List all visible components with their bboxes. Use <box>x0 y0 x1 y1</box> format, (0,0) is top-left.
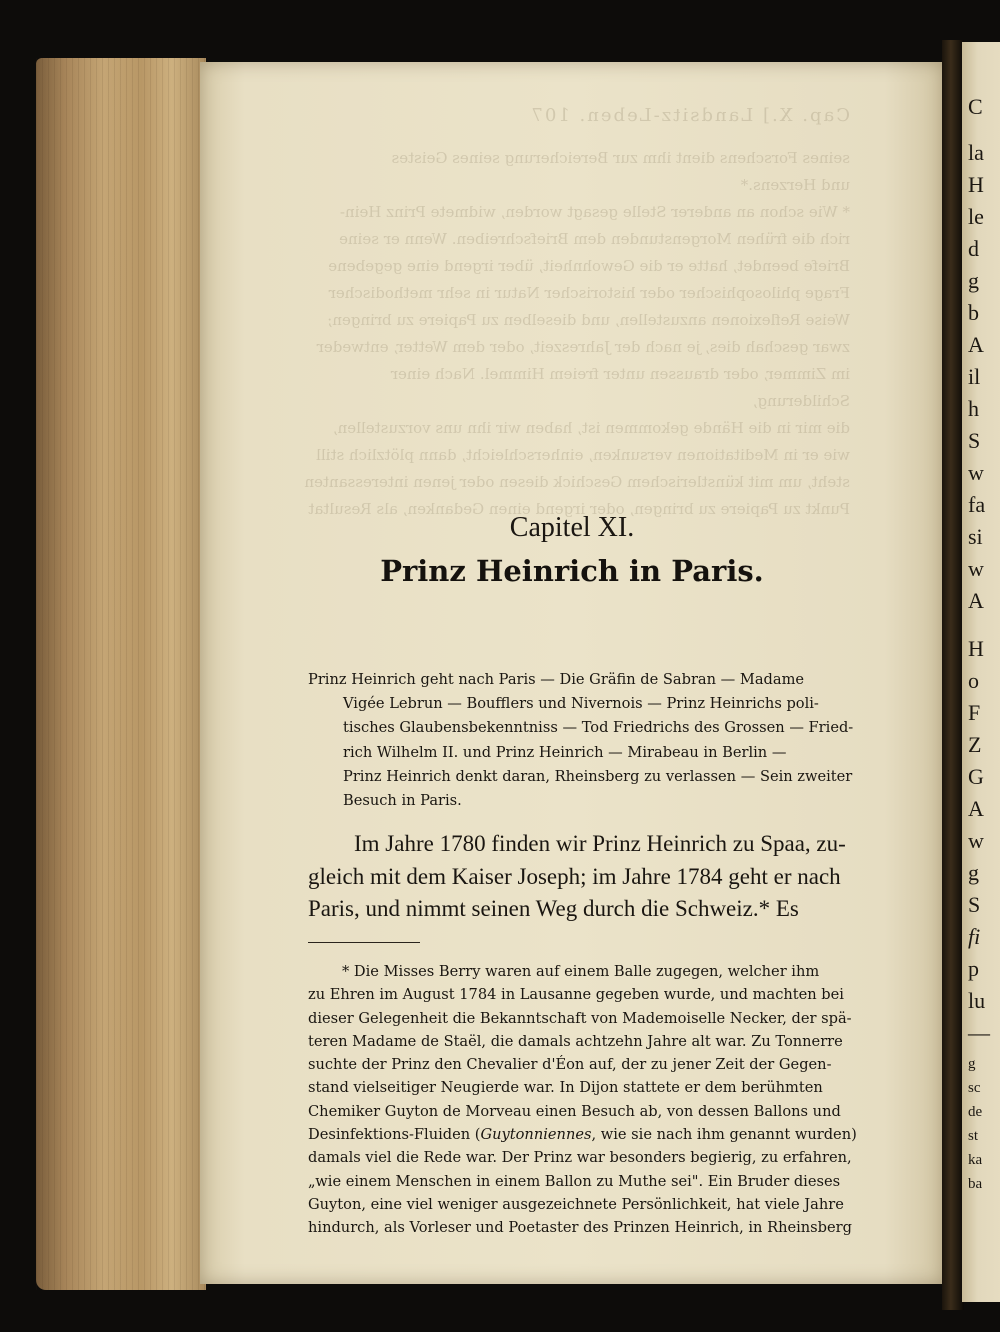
footnote-line: stand vielseitiger Neugierde war. In Dijon stattete er dem berühmten <box>308 1079 823 1097</box>
footnote-line: dieser Gelegenheit die Bekanntschaft von Mademoiselle Necker, der spä- <box>308 1009 852 1027</box>
summary-line: Vigée Lebrun — Boufflers und Nivernois — Prinz Heinrichs poli- <box>343 695 819 713</box>
right-page-letter: g <box>968 1056 976 1072</box>
right-page-letter: w <box>968 556 984 581</box>
summary-line: tisches Glaubensbekenntniss — Tod Friedrichs des Grossen — Fried- <box>343 719 854 737</box>
right-page-letter: le <box>968 204 984 229</box>
footnote-rule <box>308 942 420 943</box>
right-page-letter: il <box>968 364 981 389</box>
book-gutter <box>942 40 964 1310</box>
footnote-line: teren Madame de Staël, die damals achtzehn Jahre alt war. Zu Tonnerre <box>308 1032 843 1050</box>
bleed-through-line: die mir in die Hände gekommen ist, haben wir ihn uns vorzustellen, <box>332 419 850 437</box>
body-paragraph <box>308 828 908 926</box>
right-page-letter: F <box>968 700 981 725</box>
bleed-through-line: im Zimmer, oder draussen unter freiem Himmel. Nach einer Schilderung, <box>390 365 850 410</box>
bleed-through-line: steht, um mit künstlerischem Geschick diesen oder jenen interessanten <box>304 473 850 491</box>
right-page-letter: b <box>968 300 979 325</box>
right-page-letter: A <box>968 588 984 613</box>
right-page-letter: ka <box>968 1152 983 1168</box>
bleed-through-line: Weise Reflexionen anzustellen, und dieselben zu Papiere zu bringen; <box>327 311 850 329</box>
footnote-line: * Die Misses Berry waren auf einem Balle zugegen, welcher ihm <box>342 963 820 980</box>
right-page-letter: d <box>968 236 979 261</box>
right-page-letter: S <box>968 892 981 917</box>
right-page-letter: si <box>968 524 983 549</box>
footnote-line: Chemiker Guyton de Morveau einen Besuch ab, von dessen Ballons und <box>308 1102 841 1120</box>
bleed-through-line: * Wie schon an anderer Stelle gesagt worden, widmete Prinz Hein- <box>339 203 850 221</box>
footnote-line: damals viel die Rede war. Der Prinz war besonders begierig, zu erfahren, <box>308 1149 852 1167</box>
summary-line: Prinz Heinrich geht nach Paris — Die Gräfin de Sabran — Madame <box>308 671 805 688</box>
right-page-letter: h <box>968 396 979 421</box>
summary-line: Prinz Heinrich denkt daran, Rheinsberg zu verlassen — Sein zweiter <box>343 767 853 785</box>
bleed-through-line: und Herzens.* <box>740 176 850 194</box>
right-page-letter: w <box>968 828 984 853</box>
chapter-title: Prinz Heinrich in Paris. <box>380 554 764 588</box>
bleed-through-line: zwar geschah dies, je nach der Jahreszeit, oder dem Wetter, entweder <box>316 338 850 356</box>
footnote <box>308 960 908 1240</box>
right-page-letter: fa <box>968 492 986 517</box>
right-page-letter: de <box>968 1104 983 1120</box>
bleed-through-text <box>290 102 850 522</box>
footnote-text: Desinfektions-Fluiden ( <box>308 1126 481 1144</box>
chapter-summary <box>308 668 908 813</box>
footnote-line: „wie einem Menschen in einem Ballon zu Muthe sei". Ein Bruder dieses <box>308 1172 841 1190</box>
right-page-letter: la <box>968 140 984 165</box>
right-page-letter: A <box>968 332 984 357</box>
bleed-through-line: rich die frühen Morgenstunden dem Briefschreiben. Wenn er seine <box>339 230 850 248</box>
right-page-letter: o <box>968 668 979 693</box>
right-page-letter: g <box>968 860 979 885</box>
right-page-letter: C <box>968 94 983 119</box>
bleed-through-line: wie er in Meditationen versunken, einherschleicht, dann plötzlich still <box>316 446 850 464</box>
bleed-through-line: Punkt zu Papiere zu bringen, oder irgend einen Gedanken, als Resultat <box>308 500 850 518</box>
footnote-line <box>308 1123 908 1146</box>
summary-line: rich Wilhelm II. und Prinz Heinrich — Mirabeau in Berlin — <box>343 743 787 761</box>
right-page-letter: w <box>968 460 984 485</box>
body-line: Im Jahre 1780 finden wir Prinz Heinrich zu Spaa, zu- <box>354 831 846 856</box>
right-page-letter: g <box>968 268 979 293</box>
right-page-letter: G <box>968 764 984 789</box>
right-page-letter: H <box>968 636 984 661</box>
right-page-letter: — <box>968 1020 990 1045</box>
bleed-through-line: seines Forschens dient ihm zur Bereicherung seines Geistes <box>391 149 850 167</box>
right-page-letter: A <box>968 796 984 821</box>
book-page-edges <box>36 58 206 1290</box>
footnote-line: zu Ehren im August 1784 in Lausanne gegeben wurde, und machten bei <box>308 986 844 1004</box>
right-page-letter: H <box>968 172 984 197</box>
footnote-line: hindurch, als Vorleser und Poetaster des Prinzen Heinrich, in Rheinsberg <box>308 1219 852 1237</box>
body-line: gleich mit dem Kaiser Joseph; im Jahre 1784 geht er nach <box>308 863 841 889</box>
right-page-letter: Z <box>968 732 982 757</box>
footnote-text: , wie sie nach ihm genannt wurden) <box>591 1126 857 1144</box>
right-page-letter: st <box>968 1128 979 1144</box>
body-line: Paris, und nimmt seinen Weg durch die Schweiz.* Es <box>308 896 799 921</box>
right-page-letter: ba <box>968 1176 983 1192</box>
footnote-line: suchte der Prinz den Chevalier d'Éon auf, der zu jener Zeit der Gegen- <box>308 1056 832 1074</box>
right-page-letter: lu <box>968 988 986 1013</box>
summary-line: Besuch in Paris. <box>343 792 462 810</box>
right-page-letter: fi <box>968 924 981 949</box>
right-page-letter: p <box>968 956 979 981</box>
right-page-fragment <box>962 42 1000 1302</box>
chapter-heading: Capitel XI. <box>509 512 635 543</box>
bleed-through-header: Cap. X.] Landsitz-Leben. 107 <box>529 105 850 126</box>
right-page-letter: S <box>968 428 981 453</box>
footnote-line: Guyton, eine viel weniger ausgezeichnete Persönlichkeit, hat viele Jahre <box>308 1195 844 1213</box>
left-page <box>200 62 944 1284</box>
bleed-through-line: Briefe beendet, hatte er die Gewohnheit, über irgend eine gegebene <box>328 257 850 275</box>
bleed-through-line: Frage philosophischer oder historischer Natur in sehr methodischer <box>328 284 850 302</box>
footnote-italic-term: Guytonniennes <box>480 1126 592 1144</box>
right-page-letter: sc <box>968 1080 981 1096</box>
